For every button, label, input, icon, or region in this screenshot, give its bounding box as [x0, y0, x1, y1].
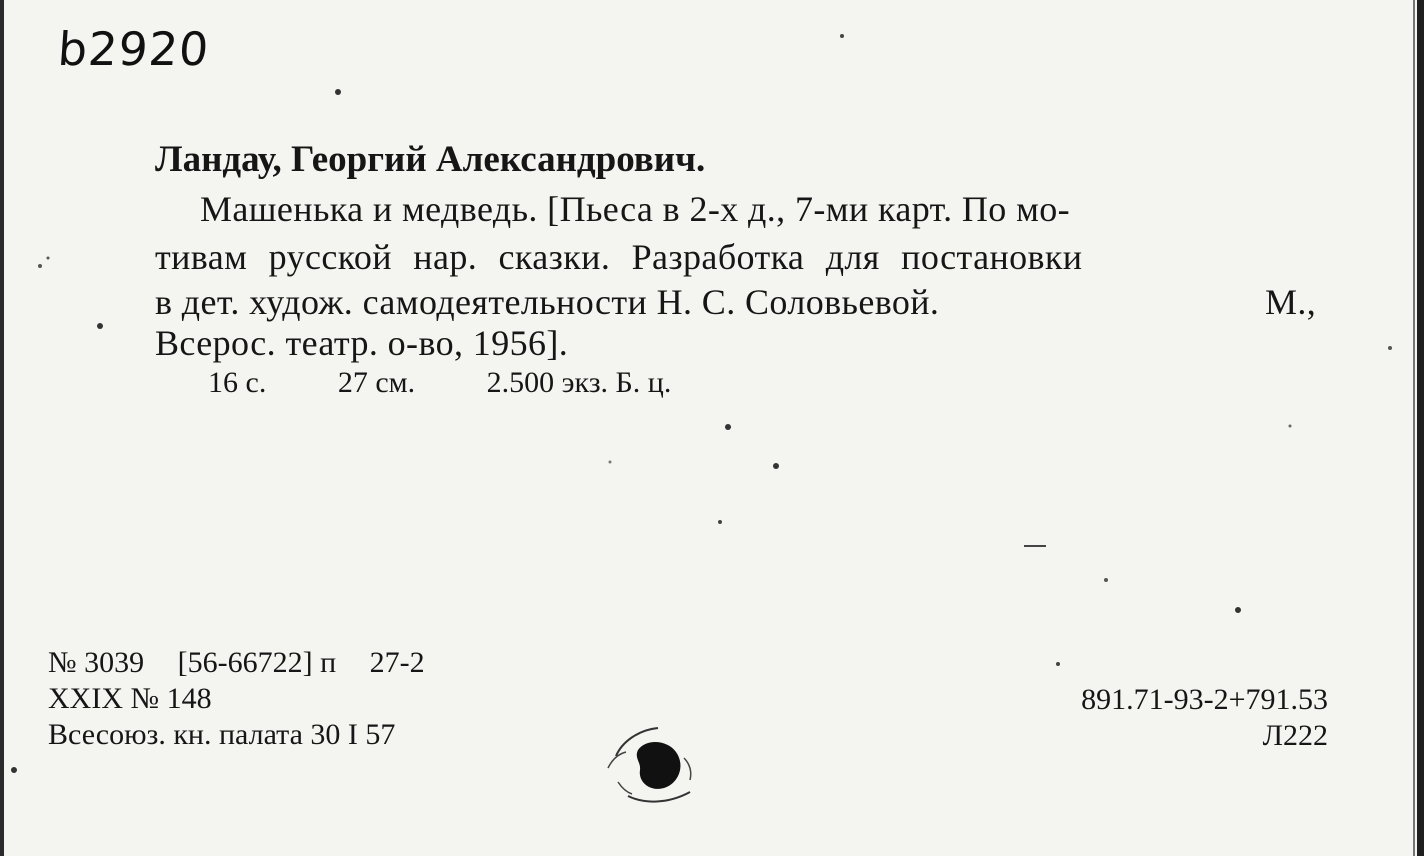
- registry-line-2: XXIX № 148: [48, 682, 212, 715]
- book-size: 27 см.: [337, 366, 416, 399]
- registry-line-3: Всесоюз. кн. палата 30 I 57: [48, 718, 396, 751]
- registry-line-1: [48, 645, 451, 681]
- description-line-4: Всерос. театр. о-во, 1956].: [155, 323, 569, 363]
- page-count: 16 с.: [208, 366, 267, 399]
- classification-block: [1081, 682, 1328, 754]
- registry-block: [48, 645, 451, 753]
- description-line-1: Машенька и медведь. [Пьеса в 2-х д., 7-ми карт. По мо-: [200, 189, 1071, 229]
- handwritten-inventory-number: b2920: [56, 22, 212, 76]
- registry-code: [56-66722] п: [177, 646, 337, 679]
- ink-stamp: [598, 712, 710, 812]
- print-run: 2.500 экз. Б. ц.: [486, 366, 672, 399]
- registry-number: № 3039: [48, 646, 145, 679]
- author-mark: Л222: [1262, 719, 1328, 752]
- physical-description: [208, 366, 735, 400]
- description-line-2: тивам русской нар. сказки. Разработка для постановки: [155, 237, 1083, 277]
- author-heading: Ландау, Георгий Александрович.: [155, 139, 706, 180]
- registry-suffix: 27-2: [369, 646, 425, 679]
- description-line-3: в дет. худож. самодеятельности Н. С. Соловьевой.: [155, 282, 940, 322]
- publication-place: М.,: [1265, 282, 1317, 322]
- classification-index: 891.71-93-2+791.53: [1081, 683, 1328, 716]
